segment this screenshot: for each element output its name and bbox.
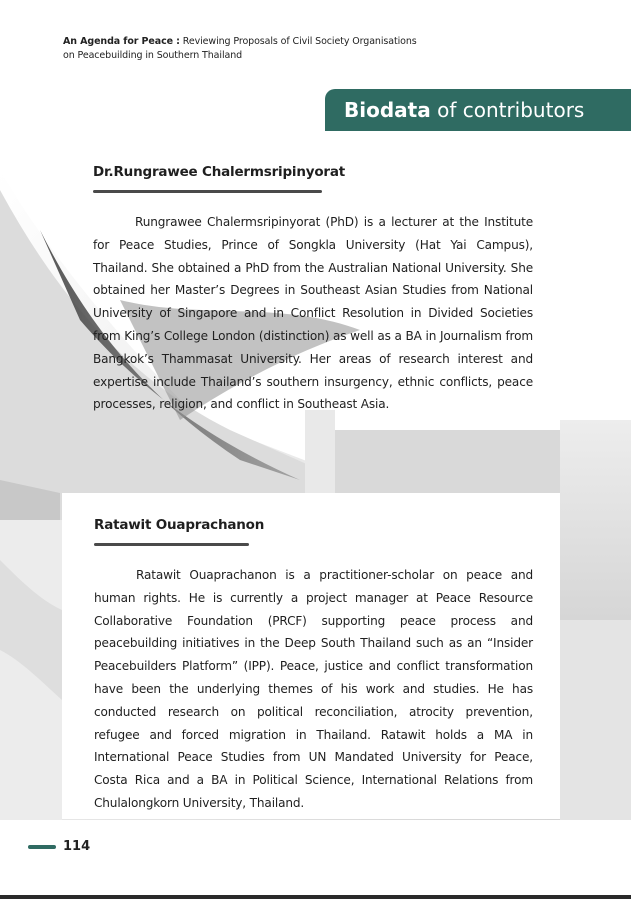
header-title-rest: Reviewing Proposals of Civil Society Organisations <box>179 36 417 47</box>
page-number: 114 <box>63 839 91 854</box>
running-header <box>63 35 417 63</box>
name-underline <box>93 190 322 193</box>
contributor-block <box>94 513 533 815</box>
name-underline <box>94 543 249 546</box>
header-title-bold: An Agenda for Peace : <box>63 36 180 47</box>
contributor-block <box>93 160 533 416</box>
contributor-bio: Rungrawee Chalermsripinyorat (PhD) is a lecturer at the Institute for Peace Studies, Prince of Songkla University (Hat Yai Campus), Thailand. She obtained a PhD from the Australian National University. She obtained her Master’s Degrees in Southeast Asian Studies from National University of Singapore and in Conflict Resolution in Divided Societies from King’s College London (distinction) as well as a BA in Journalism from Bangkok’s Thammasat University. Her areas of research interest and expertise include Thailand’s southern insurgency, ethnic conflicts, peace processes, religion, and conflict in Southeast Asia. <box>93 215 533 412</box>
contributor-name: Dr.Rungrawee Chalermsripinyorat <box>93 164 346 180</box>
banner-bold: Biodata <box>344 98 431 122</box>
footer-accent-bar <box>28 845 56 849</box>
banner-rest: of contributors <box>430 98 585 122</box>
contributor-name: Ratawit Ouaprachanon <box>94 517 265 533</box>
contributor-bio: Ratawit Ouaprachanon is a practitioner-scholar on peace and human rights. He is currently a project manager at Peace Resource Collaborative Foundation (PRCF) supporting peace process and peacebuilding initiatives in the Deep South Thailand such as an “Insider Peacebuilders Platform” (IPP). Peace, justice and conflict transformation have been the underlying themes of his work and studies. He has conducted research on political reconciliation, atrocity prevention, refugee and forced migration in Thailand. Ratawit holds a MA in International Peace Studies from UN Mandated University for Peace, Costa Rica and a BA in Political Science, International Relations from Chulalongkorn University, Thailand. <box>94 568 533 810</box>
header-subtitle: on Peacebuilding in Southern Thailand <box>63 50 243 61</box>
section-banner <box>325 89 631 131</box>
header-title <box>63 35 417 49</box>
